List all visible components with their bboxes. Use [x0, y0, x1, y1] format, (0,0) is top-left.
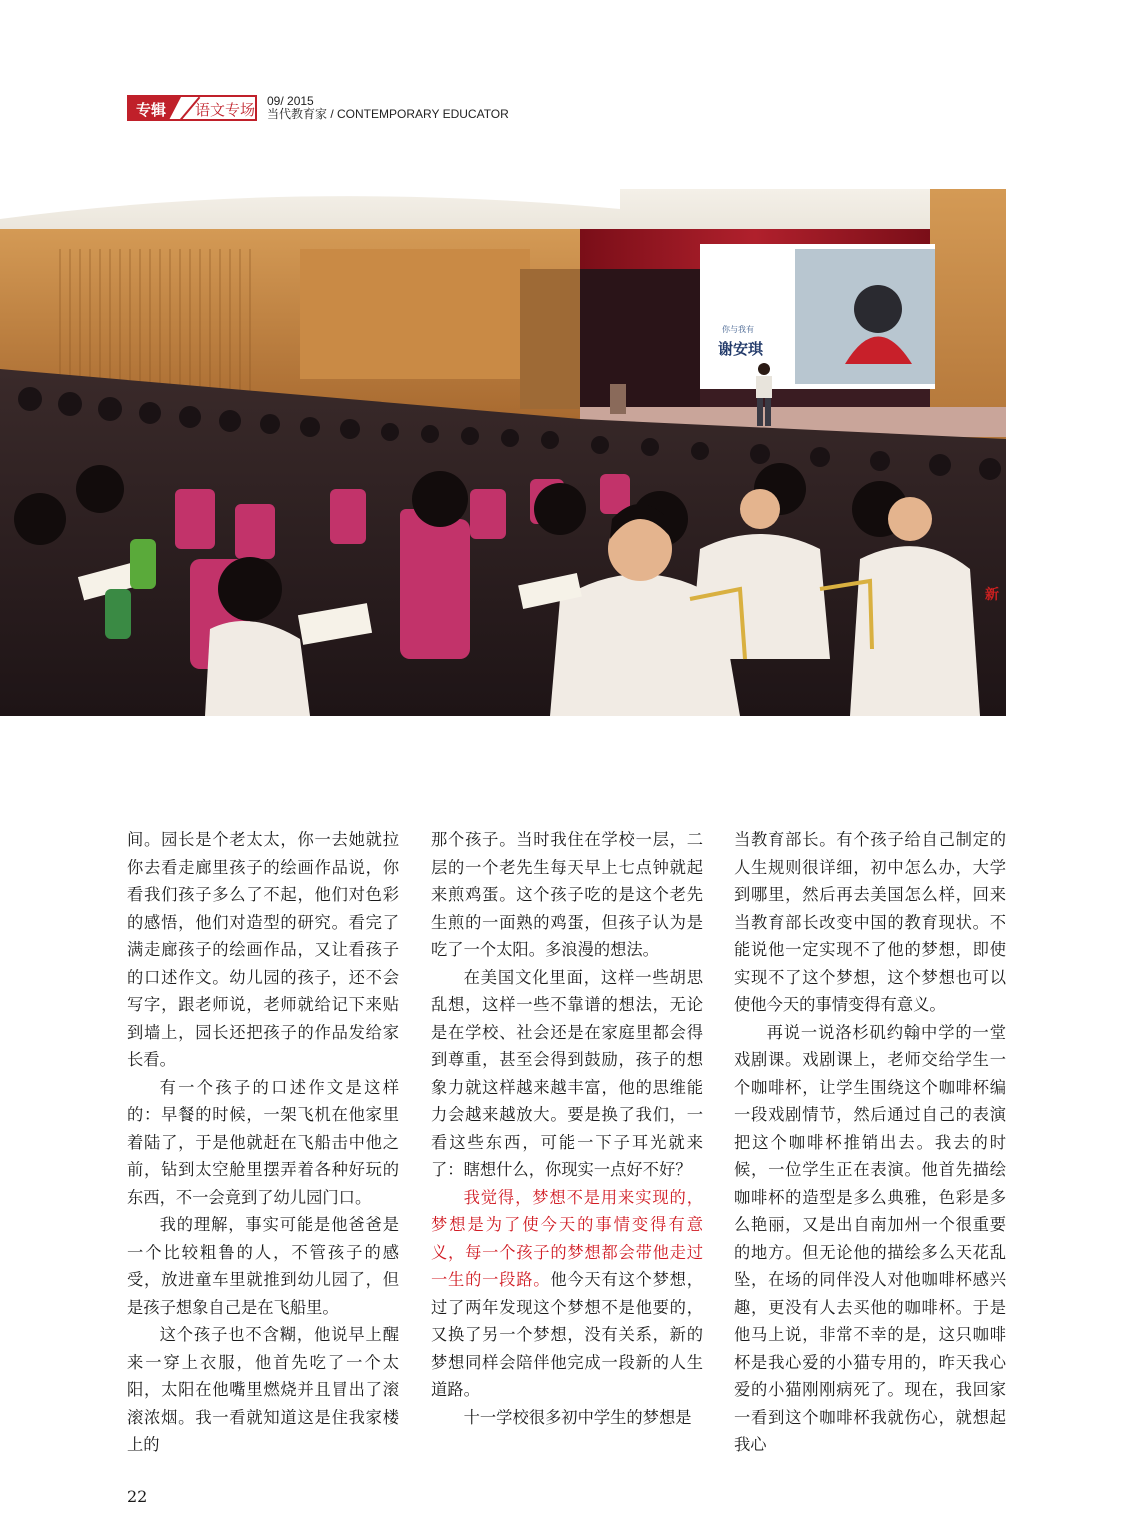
- paragraph: 再说一说洛杉矶约翰中学的一堂戏剧课。戏剧课上，老师交给学生一个咖啡杯，让学生围绕这个咖啡杯编一段戏剧情节，然后通过自己的表演把这个咖啡杯推销出去。我去的时候，一位学生正在表演。他首先描绘咖啡杯的造型是多么典雅，色彩是多么艳丽，又是出自南加州一个很重要的地方。但无论他的描绘多么天花乱坠，在场的同伴没人对他咖啡杯感兴趣，更没有人去买他的咖啡杯。于是他马上说，非常不幸的是，这只咖啡杯是我心爱的小猫专用的，昨天我心爱的小猫刚刚病死了。现在，我回家一看到这个咖啡杯我就伤心，就想起我心: [734, 1022, 1006, 1454]
- subsection-label: 语文专场: [195, 101, 256, 119]
- paragraph: 当教育部长。有个孩子给自己制定的人生规则很详细，初中怎么办，大学到哪里，然后再去美国怎么样，回来当教育部长改变中国的教育现状。不能说他一定实现不了他的梦想，即使实现不了这个梦想，这个梦想也可以使他今天的事情变得有意义。: [734, 830, 1006, 1014]
- slide-name: 谢安琪: [718, 340, 764, 358]
- shirt-logo-text: 新: [985, 587, 999, 603]
- paragraph: 间。园长是个老太太，你一去她就拉你去看走廊里孩子的绘画作品说，你看我们孩子多么了不起，他们对色彩的感悟，他们对造型的研究。看完了满走廊孩子的绘画作品，又让看孩子的口述作文。幼儿园的孩子，还不会写字，跟老师说，老师就给记下来贴到墙上，园长还把孩子的作品发给家长看。: [127, 830, 399, 1069]
- quote-continuation: 他今天有这个梦想，过了两年发现这个梦想不是他要的，又换了另一个梦想，没有关系，新的梦想同样会陪伴他完成一段新的人生道路。: [431, 1270, 703, 1399]
- paragraph: 在美国文化里面，这样一些胡思乱想，这样一些不靠谱的想法，无论是在学校、社会还是在家庭里都会得到尊重，甚至会得到鼓励，孩子的想象力就这样越来越丰富，他的思维能力会越来越放大。要是换了我们，一看这些东西，可能一下子耳光就来了：瞎想什么，你现实一点好不好？: [431, 967, 703, 1179]
- paragraph: 我的理解，事实可能是他爸爸是一个比较粗鲁的人，不管孩子的感受，放进童车里就推到幼儿园了，但是孩子想象自己是在飞船里。: [127, 1215, 399, 1317]
- magazine-name: 当代教育家 / CONTEMPORARY EDUCATOR: [267, 107, 509, 121]
- paragraph: 有一个孩子的口述作文是这样的：早餐的时候，一架飞机在他家里着陆了，于是他就赶在飞船击中他之前，钻到太空舱里摆弄着各种好玩的东西，不一会竟到了幼儿园门口。: [127, 1077, 399, 1207]
- text-column-2: [431, 826, 703, 1431]
- paragraph: 这个孩子也不含糊，他说早上醒来一穿上衣服，他首先吃了一个太阳，太阳在他嘴里燃烧并且冒出了滚滚浓烟。我一看就知道这是住我家楼上的: [127, 1325, 399, 1454]
- issue-number: 09/ 2015: [267, 94, 314, 108]
- text-column-3: [734, 826, 1006, 1459]
- highlighted-quote: 我觉得，梦想不是用来实现的，梦想是为了使今天的事情变得有意义，每一个孩子的梦想都会带他走过一生的一段路。: [431, 1187, 703, 1289]
- paragraph-with-highlight: [431, 1184, 703, 1404]
- section-tag: [127, 95, 257, 121]
- paragraph: 十一学校很多初中学生的梦想是: [463, 1407, 692, 1427]
- issue-info: [267, 95, 509, 121]
- paragraph: 那个孩子。当时我住在学校一层，二层的一个老先生每天早上七点钟就起来煎鸡蛋。这个孩子吃的是这个老先生煎的一面熟的鸡蛋，但孩子认为是吃了一个太阳。多浪漫的想法。: [431, 830, 703, 959]
- page-number: 22: [127, 1487, 148, 1506]
- auditorium-photo: [0, 189, 1006, 716]
- section-label: 专辑: [136, 101, 167, 119]
- text-column-1: [127, 826, 399, 1459]
- slide-subtitle: 你与我有: [722, 325, 754, 334]
